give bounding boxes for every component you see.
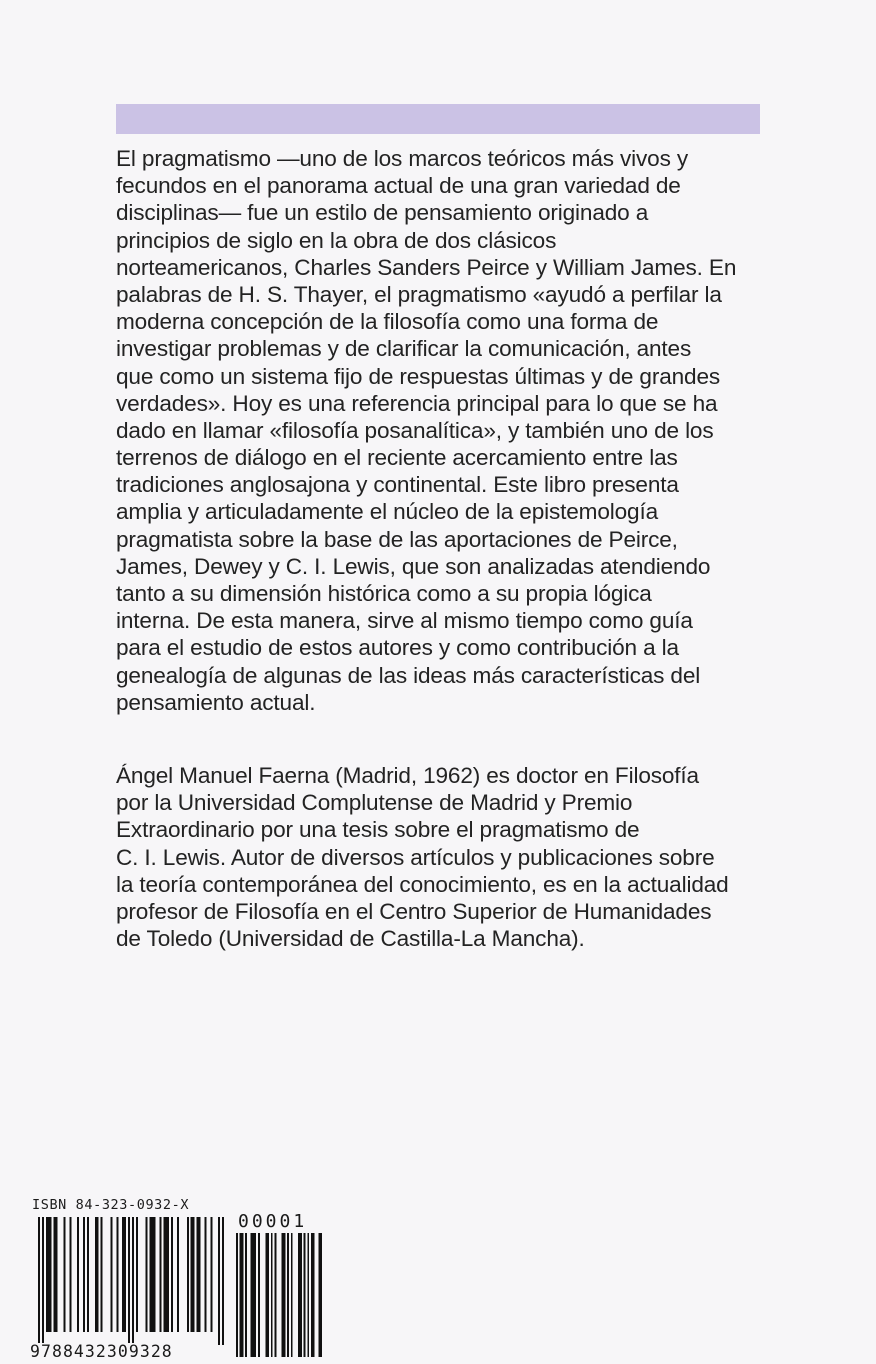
barcode-bar bbox=[287, 1233, 289, 1357]
author-bio-line: C. I. Lewis. Autor de diversos artículos y publicaciones sobre bbox=[116, 844, 715, 870]
barcode-bar bbox=[265, 1233, 269, 1357]
addon-barcode-icon bbox=[236, 1233, 322, 1357]
barcode-bar bbox=[63, 1217, 65, 1332]
barcode-bar bbox=[187, 1217, 189, 1332]
synopsis-line: para el estudio de estos autores y como contribución a la bbox=[116, 635, 679, 661]
barcode-bar bbox=[54, 1217, 58, 1332]
barcode-bar bbox=[38, 1217, 40, 1345]
barcode-bar bbox=[240, 1233, 244, 1357]
barcode-bar bbox=[191, 1217, 195, 1332]
barcode-bar bbox=[271, 1233, 273, 1357]
synopsis-line: palabras de H. S. Thayer, el pragmatismo «ayudó a perfilar la bbox=[116, 281, 722, 307]
author-bio-line: la teoría contemporánea del conocimiento, es en la actualidad bbox=[116, 871, 729, 897]
synopsis-line: genealogía de algunas de las ideas más características del bbox=[116, 662, 701, 688]
barcode-bar bbox=[159, 1217, 161, 1332]
synopsis-line: que como un sistema fijo de respuestas últimas y de grandes bbox=[116, 363, 721, 389]
synopsis-line: moderna concepción de la filosofía como una forma de bbox=[116, 309, 659, 335]
synopsis-line: norteamericanos, Charles Sanders Peirce y William James. En bbox=[116, 254, 737, 280]
barcode-bar bbox=[146, 1217, 148, 1332]
synopsis-line: James, Dewey y C. I. Lewis, que son analizadas atendiendo bbox=[116, 553, 711, 579]
barcode-bar bbox=[304, 1233, 306, 1357]
author-bio-line: profesor de Filosofía en el Centro Superior de Humanidades bbox=[116, 898, 712, 924]
accent-bar bbox=[116, 104, 760, 134]
barcode-addon-digits: 00001 bbox=[238, 1211, 308, 1232]
synopsis-line: dado en llamar «filosofía posanalítica», y también uno de los bbox=[116, 417, 714, 443]
barcode-bar bbox=[236, 1233, 238, 1357]
barcode-bar bbox=[128, 1217, 130, 1345]
synopsis-line: pragmatista sobre la base de las aportaciones de Peirce, bbox=[116, 526, 678, 552]
synopsis-line: disciplinas— fue un estilo de pensamiento originado a bbox=[116, 200, 649, 226]
barcode-bar bbox=[218, 1217, 220, 1345]
barcode-bar bbox=[298, 1233, 302, 1357]
barcode-bar bbox=[110, 1217, 112, 1332]
synopsis-line: fecundos en el panorama actual de una gran variedad de bbox=[116, 173, 681, 199]
synopsis-line: interna. De esta manera, sirve al mismo tiempo como guía bbox=[116, 608, 693, 634]
barcode-bar bbox=[204, 1217, 206, 1332]
synopsis-line: tanto a su dimensión histórica como a su propia lógica bbox=[116, 581, 652, 606]
barcode-bar bbox=[251, 1233, 256, 1357]
author-bio-line: Ángel Manuel Faerna (Madrid, 1962) es doctor en Filosofía bbox=[116, 763, 699, 788]
barcode-bar bbox=[46, 1217, 52, 1332]
barcode-bar bbox=[171, 1217, 173, 1332]
barcode-bar bbox=[83, 1217, 85, 1332]
barcode-bar bbox=[307, 1233, 309, 1357]
barcode-bar bbox=[87, 1217, 89, 1332]
synopsis-line: terrenos de diálogo en el reciente acercamiento entre las bbox=[116, 445, 678, 471]
synopsis-line: El pragmatismo —uno de los marcos teóricos más vivos y bbox=[116, 146, 689, 171]
ean-barcode-icon bbox=[38, 1217, 224, 1345]
barcode-bar bbox=[132, 1217, 134, 1345]
author-bio-line: de Toledo (Universidad de Castilla-La Mancha). bbox=[116, 926, 585, 952]
barcode-bar bbox=[122, 1217, 126, 1332]
isbn-label: ISBN 84-323-0932-X bbox=[32, 1197, 190, 1213]
barcode-bar bbox=[77, 1217, 79, 1332]
barcode-bar bbox=[101, 1217, 103, 1332]
ean-digits: 9788432309328 bbox=[30, 1342, 173, 1361]
barcode-bar bbox=[163, 1217, 169, 1332]
barcode-bar bbox=[116, 1217, 118, 1332]
synopsis-line: principios de siglo en la obra de dos clásicos bbox=[116, 227, 557, 253]
barcode-bar bbox=[42, 1217, 44, 1345]
barcode-bar bbox=[318, 1233, 322, 1357]
barcode-bar bbox=[291, 1233, 293, 1357]
synopsis-text bbox=[116, 145, 770, 716]
synopsis-line: investigar problemas y de clarificar la comunicación, antes bbox=[116, 336, 692, 362]
synopsis-line: amplia y articuladamente el núcleo de la epistemología bbox=[116, 499, 659, 525]
barcode-bar bbox=[274, 1233, 276, 1357]
barcode-bar bbox=[258, 1233, 260, 1357]
barcode-bar bbox=[245, 1233, 247, 1357]
author-bio bbox=[116, 762, 770, 952]
barcode-bar bbox=[95, 1217, 99, 1332]
synopsis-line: tradiciones anglosajona y continental. Este libro presenta bbox=[116, 472, 679, 498]
barcode-bar bbox=[210, 1217, 212, 1332]
barcode-bar bbox=[311, 1233, 315, 1357]
barcode-bar bbox=[136, 1217, 138, 1332]
barcode-bar bbox=[150, 1217, 156, 1332]
synopsis-line: pensamiento actual. bbox=[116, 689, 316, 715]
author-bio-line: por la Universidad Complutense de Madrid y Premio bbox=[116, 790, 633, 816]
barcode-bar bbox=[282, 1233, 286, 1357]
synopsis-line: verdades». Hoy es una referencia principal para lo que se ha bbox=[116, 390, 718, 416]
barcode-bar bbox=[177, 1217, 179, 1332]
barcode-bar bbox=[222, 1217, 224, 1345]
barcode-bar bbox=[69, 1217, 71, 1332]
barcode-bar bbox=[197, 1217, 201, 1332]
author-bio-line: Extraordinario por una tesis sobre el pragmatismo de bbox=[116, 817, 640, 843]
